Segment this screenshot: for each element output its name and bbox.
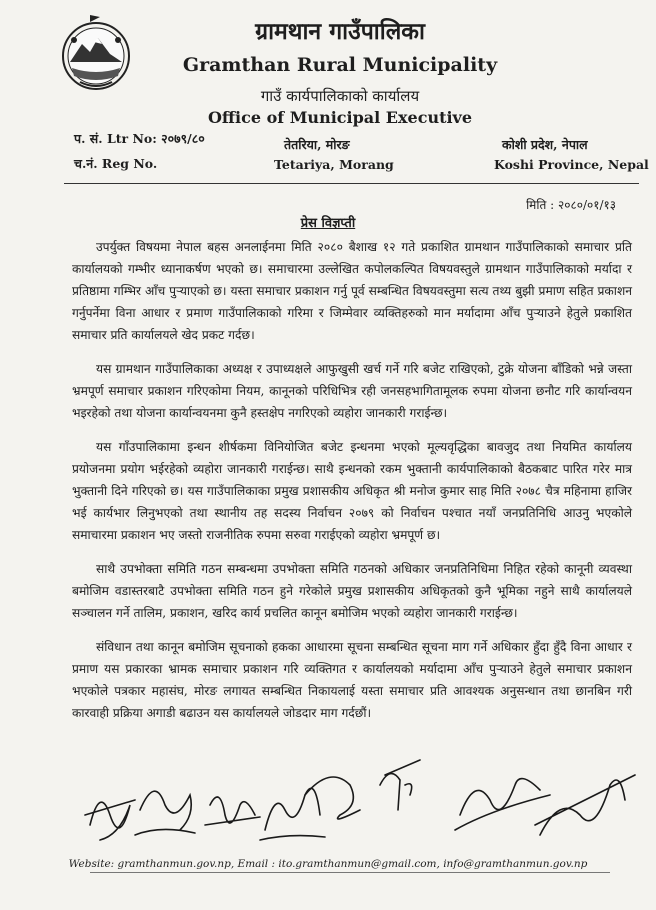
municipality-name-en: Gramthan Rural Municipality bbox=[182, 54, 498, 76]
body-paragraph: यस ग्रामथान गाउँपालिकाका अध्यक्ष र उपाध्यक्षले आफुखुसी खर्च गर्ने गरि बजेट राखिएको, टुक्रे योजना बाँडिको भन्ने जस्ता भ्रमपूर्ण समाचार प्रकाशन गरिएकोमा नियम, कानूनको परिधिभित्र रही जनसहभागितामूलक रुपमा योजना छनौट गरि कार्यान्वयन भइरहेको तथा योजना कार्यान्वयनमा कुनै हस्तक्षेप नगरिएको व्यहोरा जानकारी गराईन्छ। bbox=[72, 362, 632, 420]
body-paragraph: साथै उपभोक्ता समिति गठन सम्बन्धमा उपभोक्ता समिति गठनको अधिकार जनप्रतिनिधिमा निहित रहेको कानूनी व्यवस्था बमोजिम वडास्तरबाटै उपभोक्ता समिति गठन हुने गरेकोले प्रमुख प्रशासकीय अधिकृतको कुनै भूमिका नहुने साथै कार्यालयले सञ्चालन गर्ने तालिम, प्रकाशन, खरिद कार्य प्रचलित कानून बमोजिम भएको व्यहोरा जानकारी गराईन्छ। bbox=[72, 562, 632, 620]
signature-1 bbox=[85, 800, 135, 840]
letter-number: प. सं. Ltr No: २०७९/८० bbox=[74, 131, 205, 146]
body-paragraph: संविधान तथा कानून बमोजिम सूचनाको हकका आधारमा सूचना सम्बन्धित सूचना माग गर्ने अधिकार हुँदा हुँदै विना आधार र प्रमाण यस प्रकारका भ्रामक समाचार प्रकाशन गरि व्यक्तिगत र कार्यालयको मर्यादामा आँच पुऱ्याउने हेतुले समाचार प्रकाशन भएकोले पत्रकार महासंघ, मोरङ लगायत सम्बन्धित निकायलाई यस्ता समाचार प्रति आवश्यक अनुसन्धान तथा छानबिन गरी कारवाही प्रक्रिया अगाडी बढाउन यस कार्यालयले जोडदार माग गर्दछौं। bbox=[72, 640, 632, 720]
signature-3 bbox=[205, 797, 260, 825]
register-number: च.नं. Reg No. bbox=[74, 156, 158, 171]
header-divider bbox=[64, 183, 639, 184]
letter-date: मिति : २०८०/०१/१३ bbox=[526, 198, 616, 212]
signature-5 bbox=[305, 777, 360, 819]
footer-divider bbox=[90, 872, 610, 873]
nepal-emblem-icon bbox=[60, 4, 132, 96]
location-np: तेतरिया, मोरङ bbox=[284, 137, 350, 152]
municipality-name-np: ग्रामथान गाउँपालिका bbox=[255, 18, 425, 45]
signature-7 bbox=[455, 779, 550, 830]
signature-6 bbox=[380, 760, 420, 810]
letter-body bbox=[72, 236, 632, 736]
location-en: Tetariya, Morang bbox=[274, 157, 394, 172]
signature-2 bbox=[135, 791, 195, 835]
province-en: Koshi Province, Nepal bbox=[494, 157, 649, 172]
body-paragraph: उपर्युक्त विषयमा नेपाल बहस अनलाईनमा मिति २०८० बैशाख १२ गते प्रकाशित ग्रामथान गाउँपालिकाको समाचार प्रति कार्यालयको गम्भीर ध्यानाकर्षण भएको छ। समाचारमा उल्लेखित कपोलकल्पित विषयवस्तुले ग्रामथान गाउँपालिकाको मर्यादा र प्रतिष्ठामा गम्भिर आँच पुऱ्याएको छ। यस्ता समाचार प्रकाशन गर्नु पूर्व सम्बन्धित विषयवस्तुमा सत्य तथ्य बुझी प्रमाण सहित प्रकाशन गर्नुपर्नेमा विना आधार र प्रमाण गाउँपालिकाको गरिमा र जिम्मेवार व्यक्तिहरुको मान मर्यादामा आँच पुऱ्याउने हेतुले प्रकाशित समाचार प्रति कार्यालयले खेद प्रकट गर्दछ। bbox=[72, 240, 632, 342]
body-paragraph: यस गाँउपालिकामा इन्धन शीर्षकमा विनियोजित बजेट इन्धनमा भएको मूल्यवृद्धिका बावजुद तथा नियमित कार्यालय प्रयोजनमा प्रयोग भईरहेको व्यहोरा जानकारी गराईन्छ। साथै इन्धनको रकम भुक्तानी कार्यपालिकाको बैठकबाट पारित गरेर मात्र भुक्तानी दिने गरिएको छ। यस गाउँपालिकाका प्रमुख प्रशासकीय अधिकृत श्री मनोज कुमार साह मिति २०७८ चैत्र महिनामा हाजिर भई कार्यभार लिनुभएको तथा स्थानीय तह सदस्य निर्वाचन २०७९ को निर्वाचन पश्चात नयाँ जनप्रतिनिधि आउनु भएकोले समाचारमा प्रकाशन भए जस्तो राजनीतिक रुपमा सरुवा गराईएको व्यहोरा भ्रमपूर्ण छ। bbox=[72, 440, 632, 542]
province-np: कोशी प्रदेश, नेपाल bbox=[502, 137, 588, 152]
office-name-np: गाउँ कार्यपालिकाको कार्यालय bbox=[260, 87, 420, 105]
signature-8 bbox=[535, 775, 635, 835]
document-title: प्रेस विज्ञप्ती bbox=[300, 216, 356, 231]
office-name-en: Office of Municipal Executive bbox=[207, 108, 473, 127]
signature-4 bbox=[260, 788, 325, 840]
footer-contact: Website: gramthanmun.gov.np, Email : ito.gramthanmun@gmail.com, info@gramthanmun.gov.np bbox=[68, 858, 588, 870]
signatures bbox=[80, 755, 640, 855]
